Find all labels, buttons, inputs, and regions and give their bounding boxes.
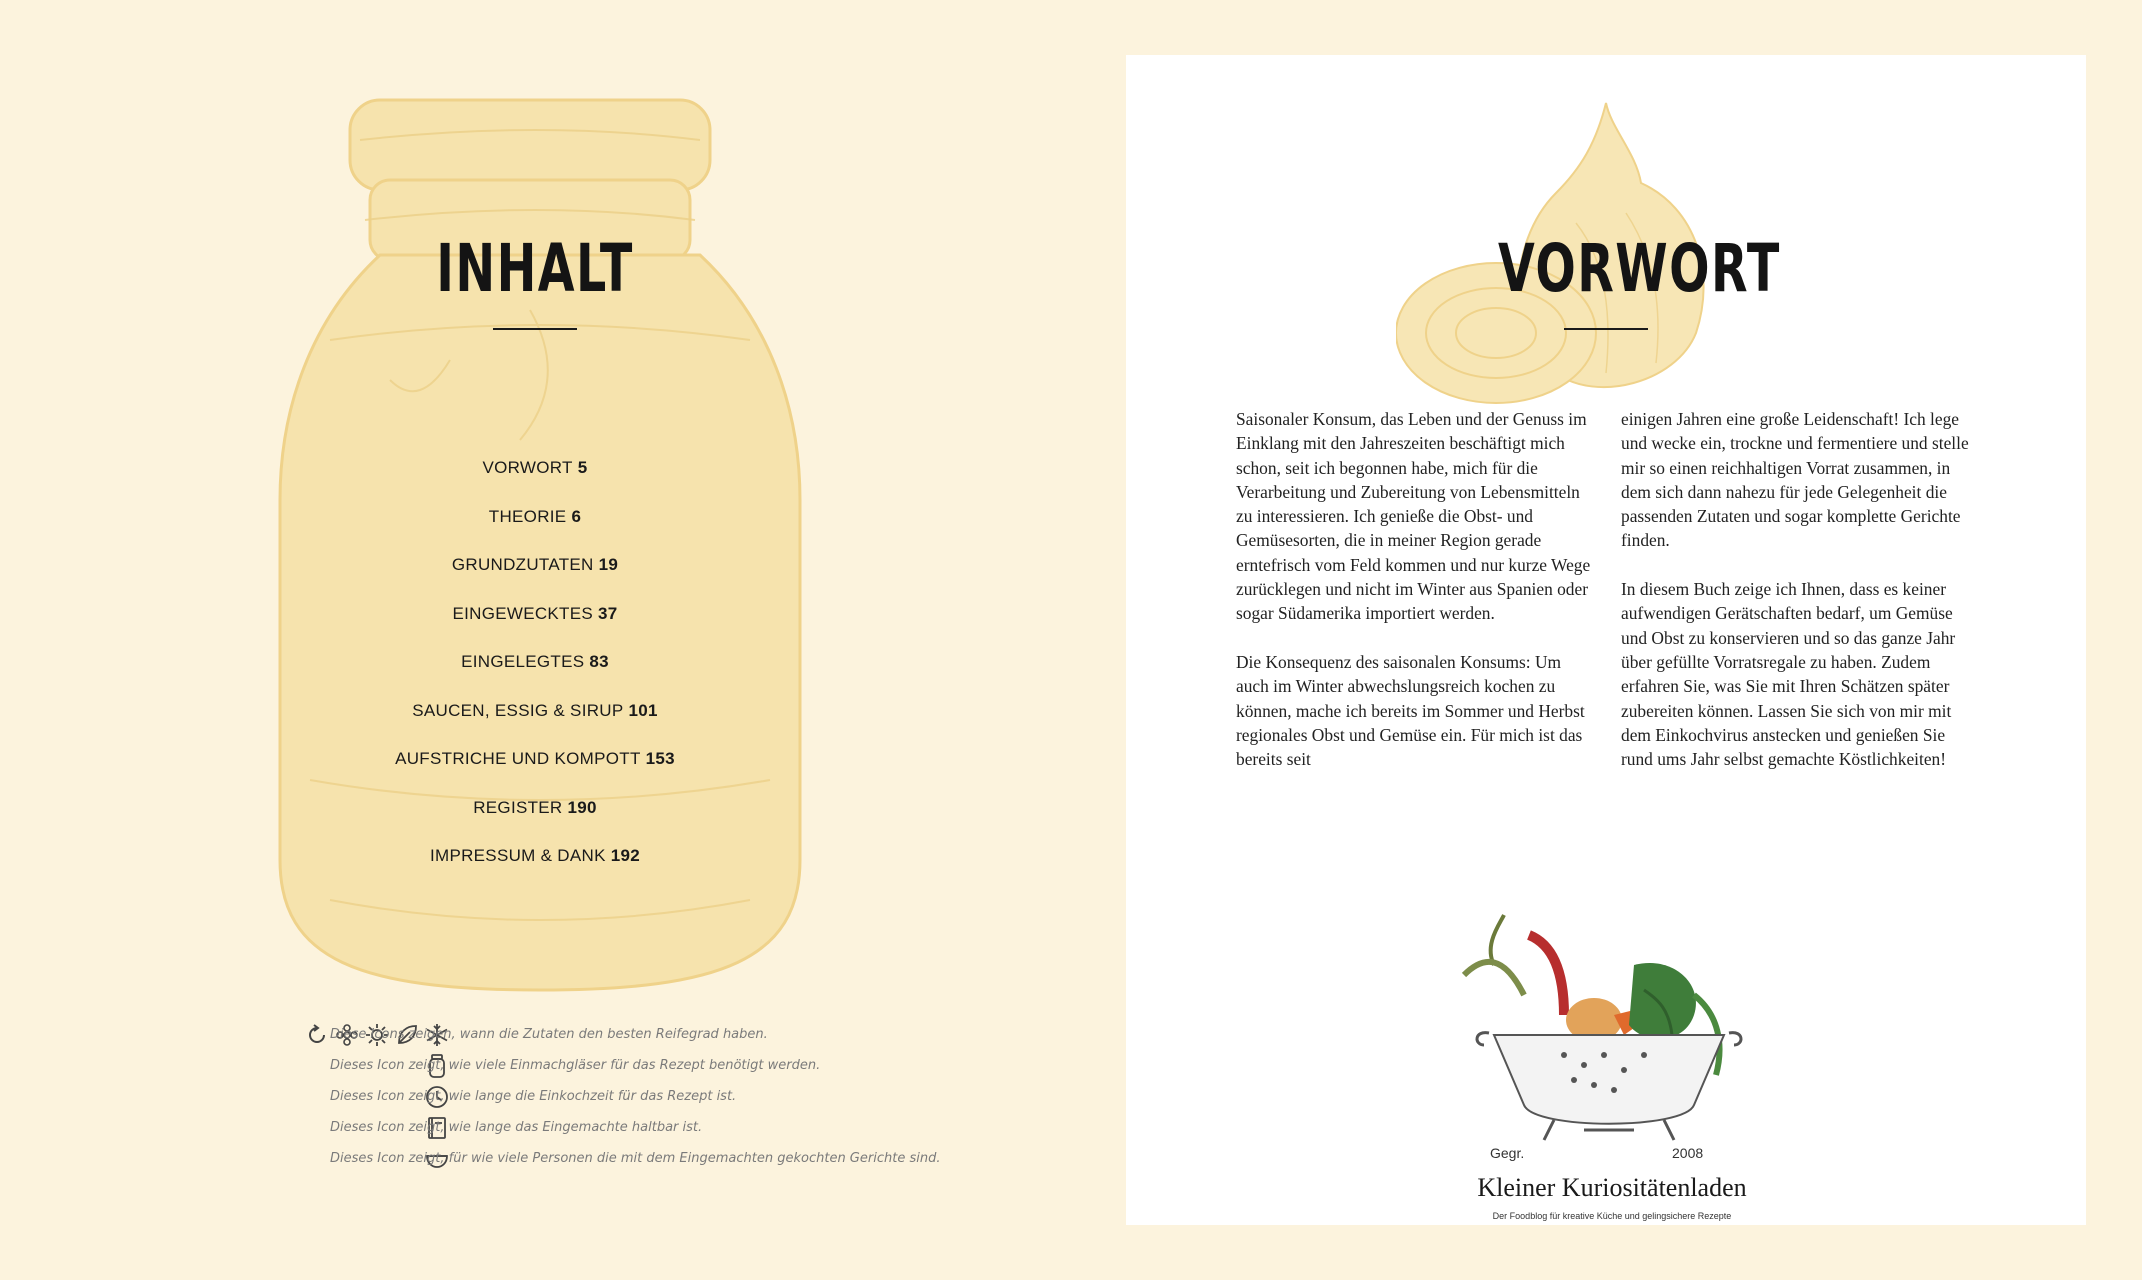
legend-text-jar: Dieses Icon zeigt, wie viele Einmachgläser für das Rezept benötigt werden. (330, 1058, 821, 1073)
toc-item-grundzutaten[interactable]: GRUNDZUTATEN 19 (451, 555, 619, 574)
vorwort-column-1 (1236, 407, 1596, 796)
legend-text-bowl: Dieses Icon zeigt, für wie viele Personen die mit dem Eingemachten gekochten Gerichte sind. (330, 1151, 941, 1166)
vorwort-title-underline (1564, 328, 1648, 330)
logo-founded-label: Gegr. (1490, 1145, 1525, 1161)
blog-logo (1444, 905, 1774, 1221)
legend-row-clock (150, 1086, 950, 1110)
rotate-icon (304, 1022, 330, 1048)
logo-tagline: Der Foodblog für kreative Küche und gelingsichere Rezepte (1492, 1211, 1732, 1221)
legend-row-bowl (150, 1148, 950, 1172)
colander-vegetables-illustration (1444, 905, 1774, 1145)
toc-item-aufstriche[interactable]: AUFSTRICHE UND KOMPOTT 153 (395, 749, 675, 768)
table-of-contents (335, 456, 735, 893)
toc-title-underline (493, 328, 577, 330)
toc-item-saucen[interactable]: SAUCEN, ESSIG & SIRUP 101 (412, 700, 658, 720)
vorwort-column-2 (1621, 407, 1981, 796)
right-page (1126, 55, 2086, 1225)
logo-name: Kleiner Kuriositätenladen (1477, 1173, 1747, 1202)
toc-item-register[interactable]: REGISTER 190 (473, 797, 597, 817)
vorwort-title: VORWORT (1498, 230, 1781, 307)
legend-row-jar (150, 1055, 950, 1079)
toc-item-vorwort[interactable]: VORWORT 5 (482, 458, 588, 477)
toc-item-theorie[interactable]: THEORIE 6 (488, 506, 582, 526)
vorwort-paragraph: In diesem Buch zeige ich Ihnen, dass es keiner aufwendigen Gerätschaften bedarf, um Gemüse und Obst zu konservieren und so das ganze Jahr über gefüllte Vorratsregale zu haben. Zudem erfahren Sie, was Sie mit Ihren Schätzen später zubereiten können. Lassen Sie sich von mir mit dem Einkochvirus anstecken und genießen Sie rund ums Jahr selbst gemachte Köstlichkeiten! (1621, 579, 1956, 770)
vorwort-paragraph: einigen Jahren eine große Leidenschaft! Ich lege und wecke ein, trockne und fermentiere und stelle mir so einen reichhaltigen Vorrat zusammen, in dem sich dann nahezu für jede Gelegenheit die passenden Zutaten und sogar komplette Gerichte finden. (1621, 409, 1969, 551)
toc-item-eingewecktes[interactable]: EINGEWECKTES 37 (452, 603, 618, 623)
vorwort-paragraph: Saisonaler Konsum, das Leben und der Genuss im Einklang mit den Jahreszeiten beschäftigt mich schon, seit ich begonnen habe, mich für die Verarbeitung und Zubereitung von Lebensmitteln zu interessieren. Ich genieße die Obst- und Gemüsesorten, die in meiner Region gerade erntefrisch vom Feld kommen und nur kurze Wege zurücklegen und nicht im Winter aus Spanien oder sogar Südamerika importiert werden. (1236, 409, 1591, 624)
legend-text-clock: Dieses Icon zeigt, wie lange die Einkochzeit für das Rezept ist. (330, 1089, 737, 1104)
toc-item-eingelegtes[interactable]: EINGELEGTES 83 (461, 652, 609, 671)
legend-row-book (150, 1117, 950, 1141)
vorwort-paragraph: Die Konsequenz des saisonalen Konsums: Um auch im Winter abwechslungsreich kochen zu können, mache ich bereits im Sommer und Herbst regionales Obst und Gemüse ein. Für mich ist das bereits seit (1236, 651, 1585, 770)
legend-text-season: Diese Icons zeigen, wann die Zutaten den besten Reifegrad haben. (330, 1027, 768, 1042)
logo-founded-year: 2008 (1672, 1145, 1704, 1161)
legend-row-season (150, 1024, 950, 1048)
toc-item-impressum[interactable]: IMPRESSUM & DANK 192 (429, 846, 641, 865)
legend-text-book: Dieses Icon zeigt, wie lange das Eingemachte haltbar ist. (330, 1120, 703, 1135)
toc-title: INHALT (436, 230, 634, 307)
